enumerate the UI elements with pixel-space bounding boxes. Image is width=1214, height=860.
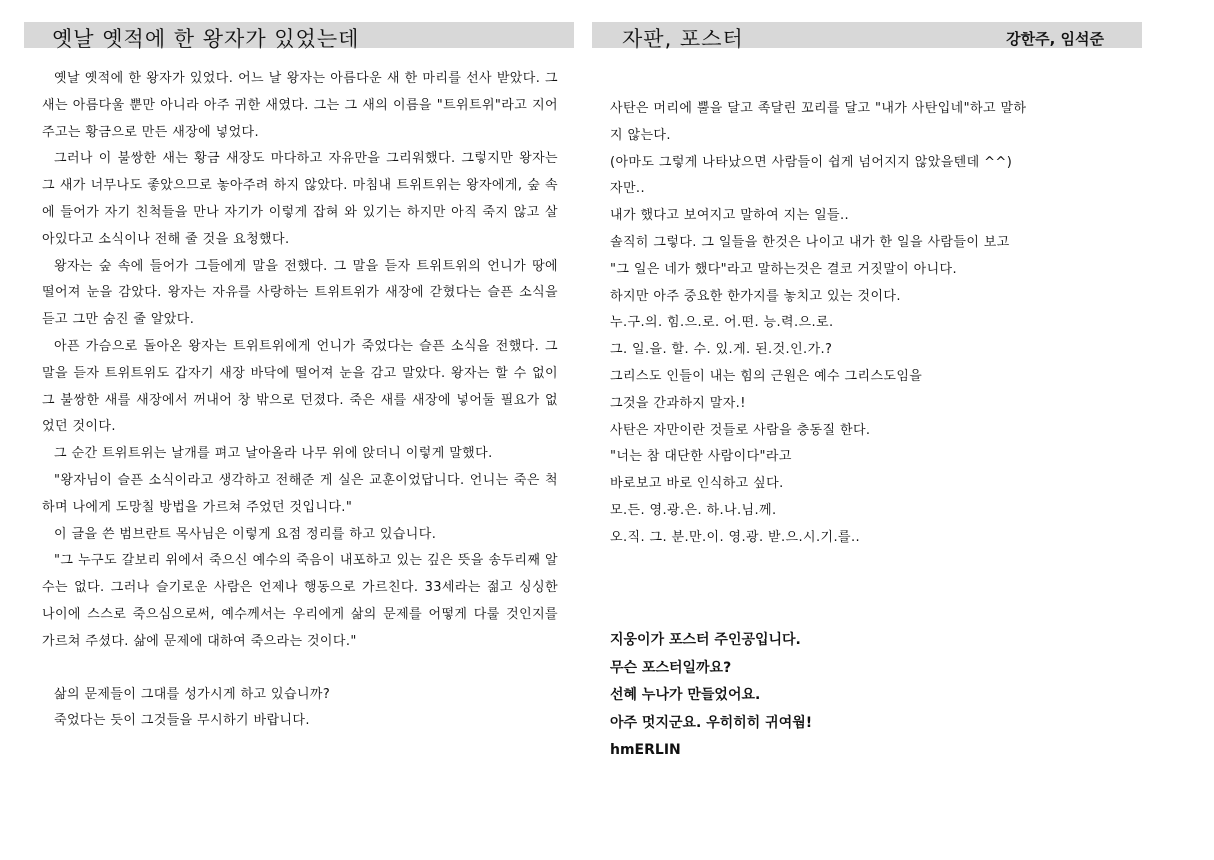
text-line: 내가 했다고 보여지고 말하여 지는 일들.. bbox=[610, 208, 850, 224]
paragraph: 그러나 이 불쌍한 새는 황금 새장도 마다하고 자유만을 그리워했다. 그렇지만 왕자는 그 새가 너무나도 좋았으므로 놓아주려 하지 않았다. 마침내 트위트위는 왕자에게, 숲 속에 들어가 자기 친척들을 만나 자기가 이렇게 잡혀 와 있기는 하지만 아직 죽지 않고 살아있다고 소식이나 전해 줄 것을 요청했다. bbox=[42, 151, 558, 247]
text-line: (아마도 그렇게 나타났으면 사람들이 쉽게 넘어지지 않았을텐데 ^^) bbox=[610, 154, 1013, 170]
text-line: 모.든. 영.광.은. 하.나.님.께. bbox=[610, 502, 777, 518]
right-title-bar bbox=[592, 22, 1142, 51]
text-line: 그. 일.을. 할. 수. 있.게. 된.것.인.가.? bbox=[610, 342, 833, 358]
text-line: 오.직. 그. 분.만.이. 영.광. 받.으.시.기.를.. bbox=[610, 529, 861, 545]
text-line: 자만.. bbox=[610, 181, 645, 197]
authors: 강한주, 임석준 bbox=[1006, 30, 1104, 48]
poster-note: 지웅이가 포스터 주인공입니다. bbox=[610, 632, 801, 648]
text-line: 그것을 간과하지 말자.! bbox=[610, 395, 746, 411]
text-line: "너는 참 대단한 사람이다"라고 bbox=[610, 449, 792, 465]
closing-line: 삶의 문제들이 그대를 성가시게 하고 있습니까? bbox=[54, 686, 331, 702]
paragraph: 그 순간 트위트위는 날개를 펴고 날아올라 나무 위에 앉더니 이렇게 말했다. bbox=[54, 446, 493, 462]
poster-note: 아주 멋지군요. 우히히히 귀여웜! bbox=[610, 714, 813, 731]
right-article-body bbox=[610, 96, 1130, 552]
closing-line: 죽었다는 듯이 그것들을 무시하기 바랍니다. bbox=[54, 713, 310, 729]
text-line: 바로보고 바로 인식하고 싶다. bbox=[610, 476, 784, 492]
paragraph: "그 누구도 갈보리 위에서 죽으신 예수의 죽음이 내포하고 있는 깊은 뜻을 송두리째 알 수는 없다. 그러나 슬기로운 사람은 언제나 행동으로 가르친다. 33세라는 젊고 싱싱한 나이에 스스로 죽으심으로써, 예수께서는 우리에게 삶의 문제를 어떻게 다룰 것인지를 가르쳐 주셨다. 삶에 문제에 대하여 죽으라는 것이다." bbox=[42, 553, 558, 649]
paragraph: 왕자는 숲 속에 들어가 그들에게 말을 전했다. 그 말을 듣자 트위트위의 언니가 땅에 떨어져 눈을 감았다. 왕자는 자유를 사랑하는 트위트위가 새장에 갇혔다는 슬픈 소식을 듣고 그만 숨진 줄 알았다. bbox=[42, 258, 558, 328]
text-line: 누.구.의. 힘.으.로. 어.떤. 능.력.으.로. bbox=[610, 315, 834, 331]
left-column bbox=[24, 22, 574, 729]
text-line: 하지만 아주 중요한 한가지를 놓치고 있는 것이다. bbox=[610, 288, 901, 304]
right-article-title: 자판, 포스터 bbox=[622, 27, 744, 51]
paragraph: 이 글을 쓴 범브란트 목사님은 이렇게 요점 정리를 하고 있습니다. bbox=[54, 526, 437, 542]
text-line: 솔직히 그렇다. 그 일들을 한것은 나이고 내가 한 일을 사람들이 보고 bbox=[610, 234, 1010, 250]
right-column bbox=[592, 22, 1142, 758]
text-line: 지 않는다. bbox=[610, 127, 671, 143]
paragraph: "왕자님이 슬픈 소식이라고 생각하고 전해준 게 실은 교훈이었답니다. 언니는 죽은 척하며 나에게 도망칠 방법을 가르쳐 주었던 것입니다." bbox=[42, 472, 558, 515]
poster-note: 선혜 누나가 만들었어요. bbox=[610, 687, 761, 703]
text-line: 그리스도 인들이 내는 힘의 근원은 예수 그리스도임을 bbox=[610, 368, 923, 384]
paragraph: 아픈 가슴으로 돌아온 왕자는 트위트위에게 언니가 죽었다는 슬픈 소식을 전했다. 그 말을 듣자 트위트위도 갑자기 새장 바닥에 떨어져 눈을 감고 말았다. 왕자는 할 수 없이 그 불쌍한 새를 새장에서 꺼내어 창 밖으로 던졌다. 죽은 새를 새장에 넣어둘 필요가 없었던 것이다. bbox=[42, 338, 558, 435]
text-line: "그 일은 네가 했다"라고 말하는것은 결코 거짓말이 아니다. bbox=[610, 261, 958, 277]
poster-notes bbox=[610, 627, 812, 765]
poster-note: 무슨 포스터일까요? bbox=[610, 659, 732, 676]
paragraph: 옛날 옛적에 한 왕자가 있었다. 어느 날 왕자는 아름다운 새 한 마리를 선사 받았다. 그 새는 아름다울 뿐만 아니라 아주 귀한 새였다. 그는 그 새의 이름을 "트위트위"라고 지어 주고는 황금으로 만든 새장에 넣었다. bbox=[42, 71, 558, 140]
poster-signature: hmERLIN bbox=[610, 742, 681, 758]
left-article-title: 옛날 옛적에 한 왕자가 있었는데 bbox=[52, 27, 360, 51]
text-line: 사탄은 머리에 뿔을 달고 족달린 꼬리를 달고 "내가 사탄입네"하고 말하 bbox=[610, 101, 1027, 116]
left-title-bar bbox=[24, 22, 574, 51]
left-article-body bbox=[42, 66, 558, 735]
text-line: 사탄은 자만이란 것들로 사람을 충동질 한다. bbox=[610, 422, 871, 438]
